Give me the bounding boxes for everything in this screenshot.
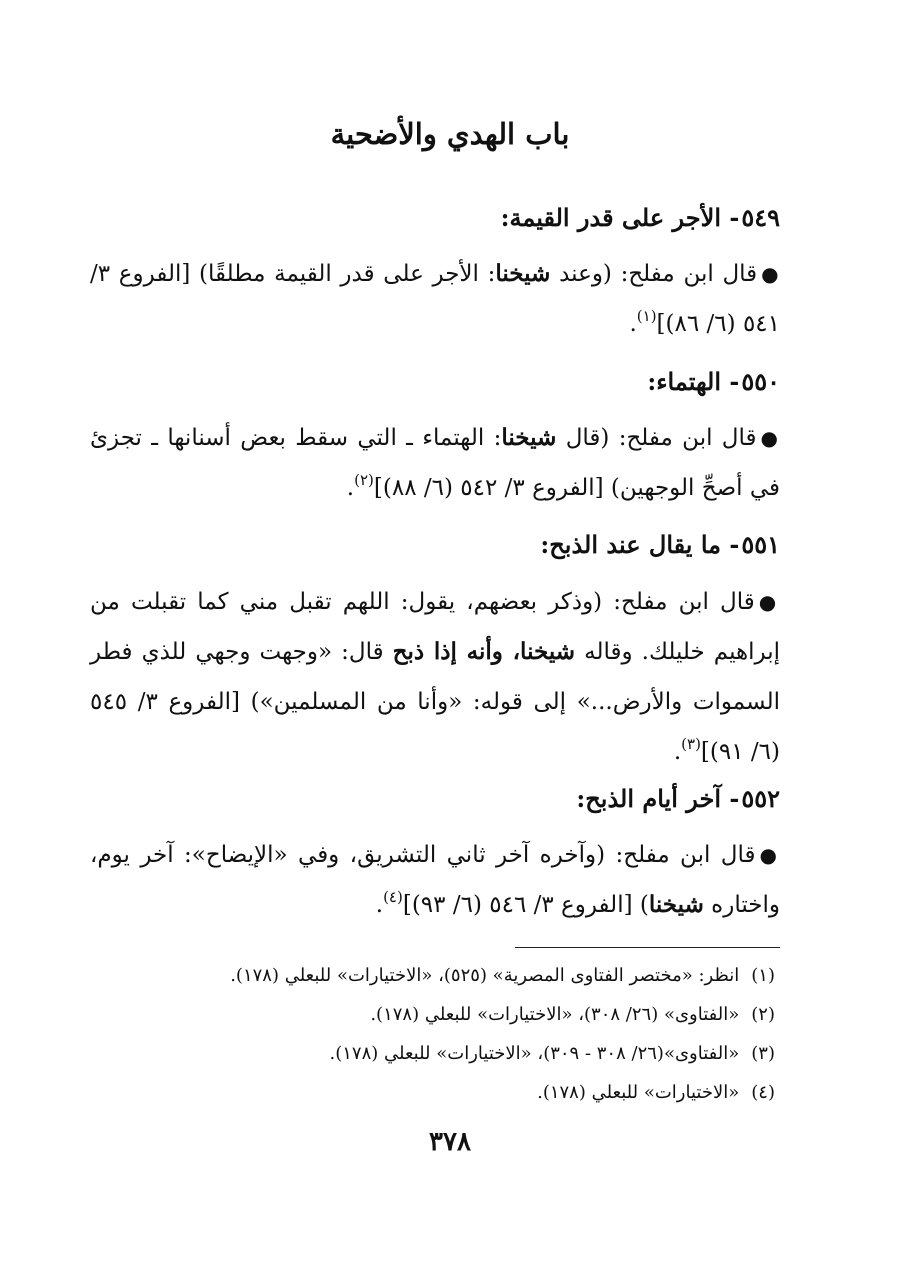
- footnote-text: «الفتاوى» (٢٦/ ٣٠٨)، «الاختيارات» للبعلي (١٧٨).: [370, 1004, 740, 1025]
- section-title: ما يقال عند الذبح:: [540, 530, 721, 559]
- footnote-ref[interactable]: (٢): [354, 471, 374, 489]
- paragraph-tail: .: [629, 311, 637, 337]
- scholar-name: شيخنا: [648, 891, 704, 918]
- section-number: ٥٥٢: [741, 784, 780, 813]
- footnote-item: [95, 1073, 775, 1112]
- section-dash: -: [729, 367, 740, 396]
- section-dash: -: [729, 203, 740, 232]
- footnote-number: (٤): [751, 1082, 775, 1103]
- paragraph-text: : الأجر على قدر القيمة مطلقًا) [الفروع ٣/ ٥٤١ (٦/ ٨٦)]: [90, 261, 780, 337]
- bullet-icon: ●: [758, 590, 781, 614]
- paragraph-intro: قال ابن مفلح: (وذكر بعضهم، يقول: اللهم تقبل مني كما تقبلت من إبراهيم خليلك. وقاله: [90, 589, 781, 665]
- paragraph-text: ) [الفروع ٣/ ٥٤٦ (٦/ ٩٣)]: [402, 892, 649, 918]
- footnote-item: [95, 1034, 775, 1073]
- paragraph-tail: .: [375, 892, 384, 918]
- footnote-text: انظر: «مختصر الفتاوى المصرية» (٥٢٥)، «الاختيارات» للبعلي (١٧٨).: [230, 965, 740, 986]
- footnote-number: (٢): [751, 1004, 775, 1025]
- bullet-icon: ●: [760, 426, 780, 450]
- page-number: ٣٧٨: [429, 1127, 471, 1157]
- bullet-icon: ●: [759, 843, 780, 867]
- footnote-ref[interactable]: (٣): [681, 735, 701, 753]
- section-dash: -: [729, 530, 740, 559]
- footnote-item: [95, 956, 775, 995]
- paragraph-tail: .: [346, 475, 355, 501]
- section-paragraph: [90, 830, 780, 932]
- paragraph-tail: .: [673, 739, 682, 765]
- section-number: ٥٥٠: [741, 367, 780, 396]
- scholar-name: شيخنا: [501, 424, 557, 451]
- footnote-number: (٣): [751, 1043, 775, 1064]
- section-heading: [90, 777, 780, 821]
- scholar-name: شيخنا، وأنه إذا ذبح: [392, 638, 576, 665]
- footnote-ref[interactable]: (٤): [383, 888, 403, 906]
- chapter-title: باب الهدي والأضحية: [330, 117, 570, 151]
- section-paragraph: [90, 577, 780, 779]
- scholar-name: شيخنا: [495, 260, 551, 287]
- section-title: آخر أيام الذبح:: [576, 784, 721, 813]
- section-number: ٥٤٩: [741, 203, 780, 232]
- paragraph-text: قال: «وجهت وجهي للذي فطر السموات والأرض...» إلى قوله: «وأنا من المسلمين») [الفروع ٣/ ٥٤٥ (٦/ ٩١)]: [90, 639, 780, 765]
- section-heading: [90, 523, 780, 567]
- section-dash: -: [729, 784, 740, 813]
- footnote-text: «الفتاوى»(٢٦/ ٣٠٨ - ٣٠٩)، «الاختيارات» للبعلي (١٧٨).: [329, 1043, 740, 1064]
- section-number: ٥٥١: [741, 530, 780, 559]
- paragraph-text: : الهتماء ـ التي سقط بعض أسنانها ـ تجزئ في أصحِّ الوجهين) [الفروع ٣/ ٥٤٢ (٦/ ٨٨)]: [90, 425, 780, 501]
- section-heading: [90, 196, 780, 240]
- paragraph-intro: قال ابن مفلح: (قال: [565, 425, 757, 451]
- section-title: الهتماء:: [647, 367, 721, 396]
- section-title: الأجر على قدر القيمة:: [500, 203, 721, 232]
- footnote-ref[interactable]: (١): [636, 307, 657, 325]
- footnotes-list: [95, 956, 775, 1112]
- footnote-item: [95, 995, 775, 1034]
- paragraph-intro: قال ابن مفلح: (وآخره آخر ثاني التشريق، وفي «الإيضاح»: آخر يوم، واختاره: [90, 842, 780, 918]
- section-heading: [90, 360, 780, 404]
- footnote-divider: [515, 947, 780, 948]
- paragraph-intro: قال ابن مفلح: (وعند: [559, 261, 758, 287]
- footnote-text: «الاختيارات» للبعلي (١٧٨).: [537, 1082, 740, 1103]
- section-paragraph: [90, 413, 780, 515]
- bullet-icon: ●: [761, 262, 780, 286]
- footnote-number: (١): [751, 965, 775, 986]
- section-paragraph: [90, 249, 780, 351]
